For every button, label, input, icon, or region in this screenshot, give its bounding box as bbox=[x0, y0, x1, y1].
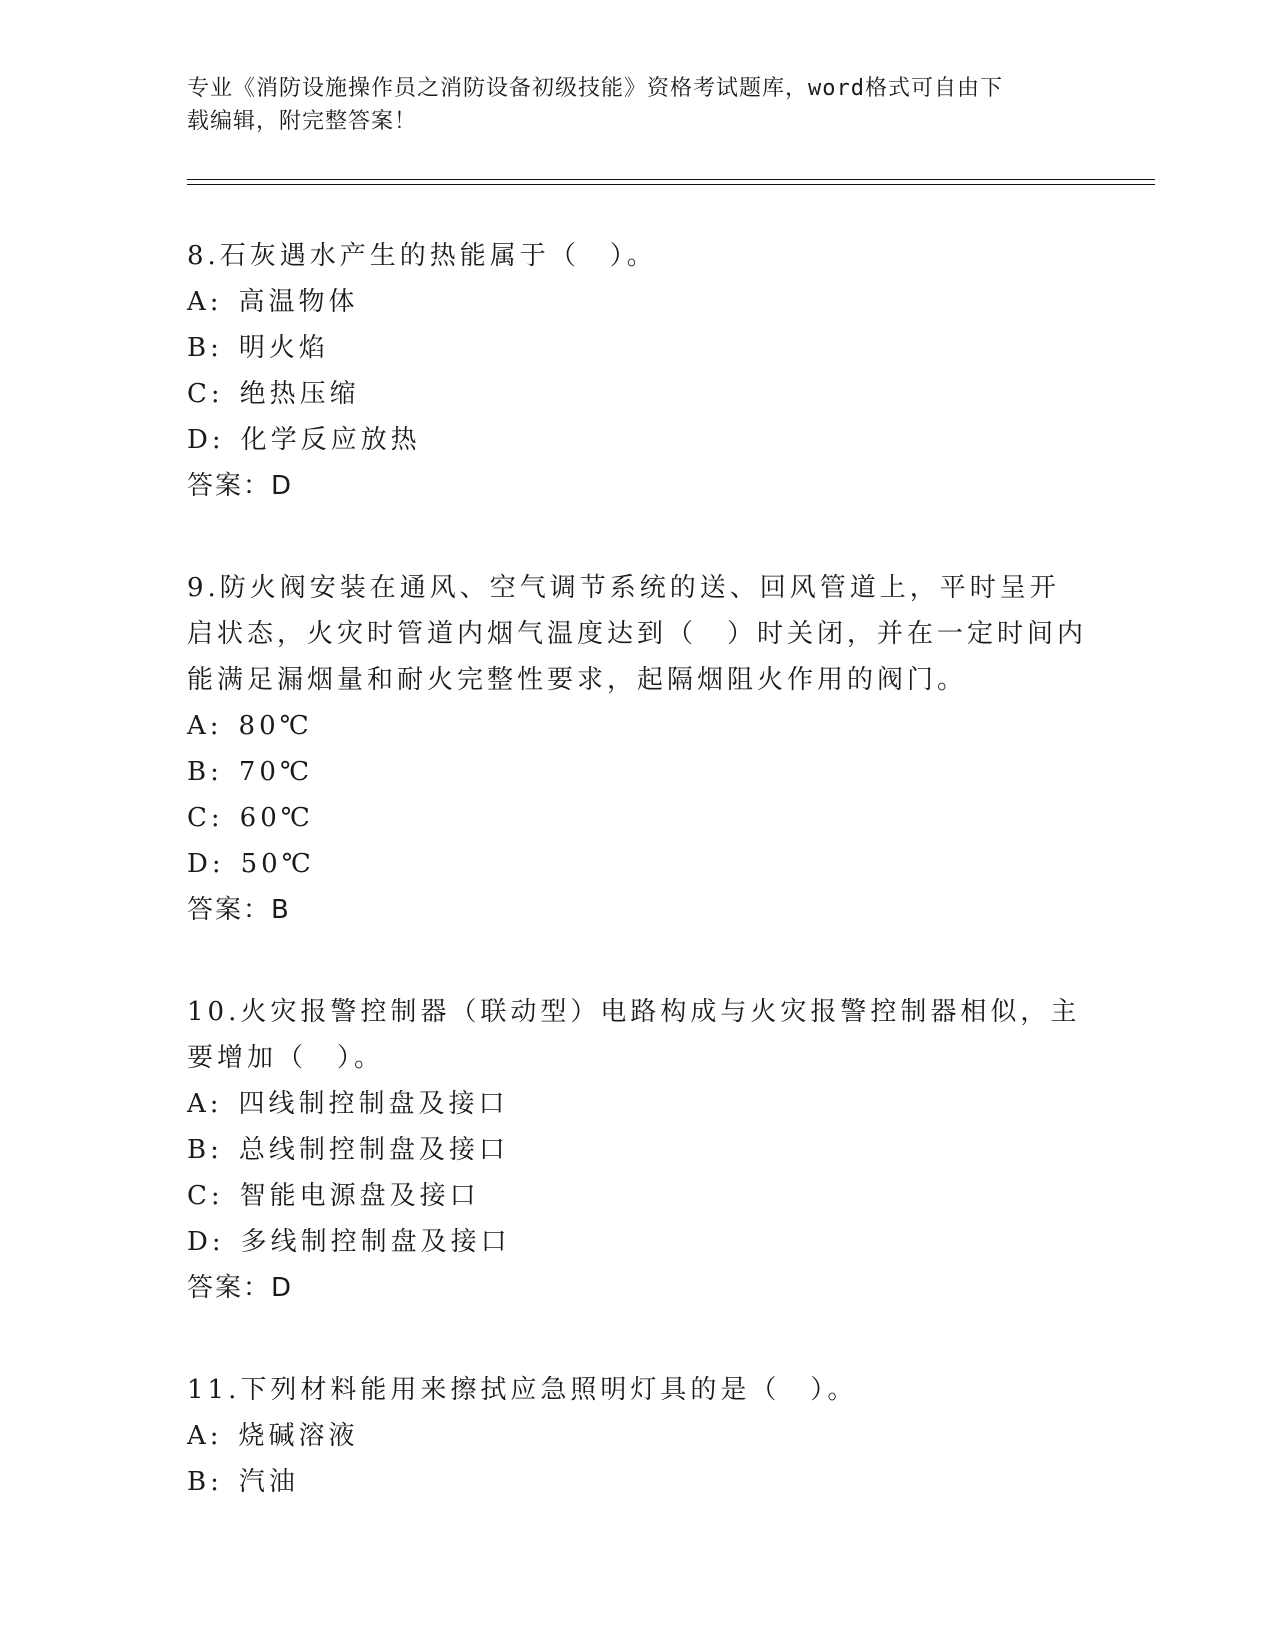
header-line-1: 专业《消防设施操作员之消防设备初级技能》资格考试题库，word格式可自由下 bbox=[187, 76, 1003, 101]
option-d bbox=[187, 841, 1087, 887]
question-stem: 8.石灰遇水产生的热能属于（ ）。 bbox=[187, 241, 657, 271]
option-text: 智能电源盘及接口 bbox=[239, 1181, 480, 1211]
option-c bbox=[187, 795, 1087, 841]
option-text: 汽油 bbox=[238, 1467, 299, 1497]
option-text: 高温物体 bbox=[238, 287, 359, 317]
document-header bbox=[187, 72, 1087, 138]
option-text: 80℃ bbox=[238, 711, 313, 741]
answer-label: 答案： bbox=[187, 471, 272, 501]
option-b bbox=[187, 1459, 1087, 1505]
option-text: 四线制控制盘及接口 bbox=[238, 1089, 509, 1119]
question-10 bbox=[187, 989, 1087, 1311]
option-text: 60℃ bbox=[239, 803, 314, 833]
answer-value: D bbox=[271, 471, 294, 501]
option-text: 总线制控制盘及接口 bbox=[238, 1135, 509, 1165]
option-text: 70℃ bbox=[238, 757, 314, 787]
option-text: 绝热压缩 bbox=[239, 379, 360, 409]
answer-label: 答案： bbox=[187, 895, 272, 925]
option-letter: A: bbox=[187, 1089, 223, 1119]
option-letter: D: bbox=[187, 849, 225, 879]
option-text: 烧碱溶液 bbox=[238, 1421, 359, 1451]
option-a bbox=[187, 1081, 1087, 1127]
option-b bbox=[187, 1127, 1087, 1173]
option-letter: A: bbox=[187, 711, 223, 741]
question-8 bbox=[187, 233, 1087, 509]
header-rule-top bbox=[187, 179, 1155, 180]
option-letter: B: bbox=[187, 757, 223, 787]
answer-value: B bbox=[271, 895, 291, 925]
question-9 bbox=[187, 565, 1087, 933]
question-stem: 11.下列材料能用来擦拭应急照明灯具的是（ ）。 bbox=[187, 1375, 858, 1405]
option-b bbox=[187, 325, 1087, 371]
option-c bbox=[187, 1173, 1087, 1219]
option-letter: D: bbox=[187, 1227, 225, 1257]
option-text: 化学反应放热 bbox=[240, 425, 421, 455]
option-a bbox=[187, 1413, 1087, 1459]
option-letter: A: bbox=[187, 287, 223, 317]
option-letter: B: bbox=[187, 1135, 223, 1165]
option-letter: A: bbox=[187, 1421, 223, 1451]
header-line-2: 载编辑，附完整答案！ bbox=[187, 109, 418, 134]
option-a bbox=[187, 703, 1087, 749]
answer-line bbox=[187, 1265, 1087, 1311]
answer-line bbox=[187, 463, 1087, 509]
answer-line bbox=[187, 887, 1087, 933]
option-c bbox=[187, 371, 1087, 417]
option-a bbox=[187, 279, 1087, 325]
header-rule-bottom bbox=[187, 184, 1155, 185]
option-letter: D: bbox=[187, 425, 225, 455]
option-d bbox=[187, 1219, 1087, 1265]
answer-label: 答案： bbox=[187, 1273, 272, 1303]
option-text: 50℃ bbox=[240, 849, 315, 879]
option-d bbox=[187, 417, 1087, 463]
question-list bbox=[187, 233, 1087, 1561]
question-stem: 9.防火阀安装在通风、空气调节系统的送、回风管道上，平时呈开启状态，火灾时管道内烟气温度达到（ ）时关闭，并在一定时间内能满足漏烟量和耐火完整性要求，起隔烟阻火作用的阀门。 bbox=[187, 573, 1088, 695]
option-letter: B: bbox=[187, 1467, 223, 1497]
question-11 bbox=[187, 1367, 1087, 1505]
option-letter: C: bbox=[187, 1181, 224, 1211]
question-stem: 10.火灾报警控制器（联动型）电路构成与火灾报警控制器相似，主要增加（ ）。 bbox=[187, 997, 1081, 1073]
option-b bbox=[187, 749, 1087, 795]
option-letter: C: bbox=[187, 803, 224, 833]
option-letter: C: bbox=[187, 379, 224, 409]
option-text: 明火焰 bbox=[238, 333, 329, 363]
option-letter: B: bbox=[187, 333, 223, 363]
answer-value: D bbox=[271, 1273, 294, 1303]
option-text: 多线制控制盘及接口 bbox=[240, 1227, 511, 1257]
